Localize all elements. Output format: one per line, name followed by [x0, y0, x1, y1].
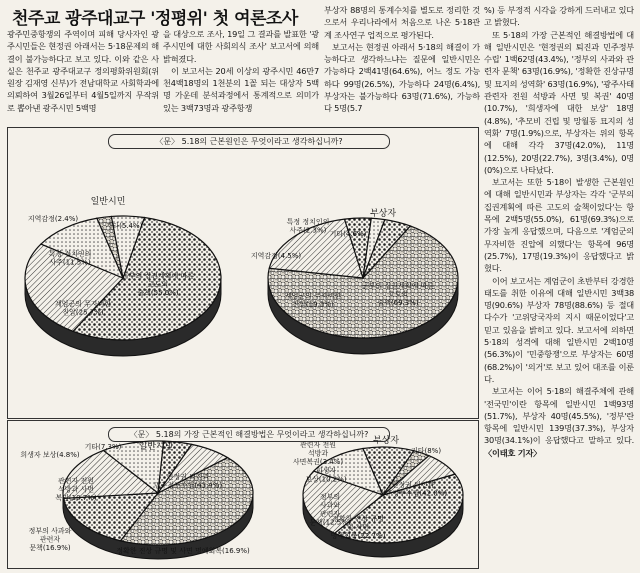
slice-label: 군부의 집권계획에 따른 고도의 술책(55.0%) [121, 272, 195, 297]
paragraph: 을 대상으로 조사, 19일 그 결과를 발표한 '광주시민에 대한 사회의식 조사' 보고서에 의해 밝혀졌다. [163, 29, 319, 64]
pie-chart [251, 207, 458, 354]
chart-title: 부상자 [369, 209, 397, 219]
headline: 천주교 광주대교구 '정평위' 첫 여론조사 [12, 9, 298, 26]
article-column-4 [484, 4, 634, 568]
pie-charts-cause [8, 128, 478, 418]
slice-label: 희생자 보상(4.8%) [20, 451, 80, 459]
paragraph: 이어 보고서는 계엄군이 초반부터 강경한 태도를 취한 이유에 대해 일반시민 3백38명(90.6%) 부상자 78명(88.6%) 등 절대다수가 '고위당국자의 지시 때문이었다'고 믿고 있음을 밝히고 있다. 보고서에 의하면 5·18의 성격에 대해 일반시민 2백10명(56.3%)이 '민중항쟁'으로 부상자는 60명(68.2%)이 '의거'로 보고 있어 대조를 이룬다. [484, 275, 634, 384]
slice-label: 희생자 보상(10.2%) [305, 467, 347, 484]
chart-title: 부상자 [372, 436, 400, 446]
paragraph: 또 5·18의 가장 근본적인 해결방법에 대해 일반시민은 '현정권의 퇴진과 민주정부 수립' 1백62명(43.4%), '정부의 사과와 관련자 문책' 63명(16.9%), '정확한 진상규명 및 묘지의 성역화' 63명(16.9%), '광주사태 관련자 전원 석방과 사면 및 복권' 40명(10.7%), '희생자에 대한 보상' 18명(4.8%), '추모비 건립 및 망월동 묘지의 성역화' 7명(1.9%)으로, 부상자는 위의 항목에 대해 각각 37명(42.0%), 11명(12.5%), 20명(22.7%), 3명(3.4%), 0명(0%)으로 나타났다. [484, 29, 634, 175]
chart-box-cause [7, 127, 479, 419]
slice-label: 계엄군의 무자비한 진압(19.3%) [284, 292, 342, 309]
paragraph: 보고서는 현정권 아래서 5·18의 해결이 가능하다고 생각하느냐는 질문에 일반시민은 가능하다 2백41명(64.6%), 어느 정도 가능하다 99명(26.5%), 가능하다 24명(6.4%), 부상자는 불가능하다 63명(71.6%), 가능하다 5명(5.7 [324, 41, 480, 114]
slice-label: 지역감정(4.5%) [250, 252, 302, 260]
paragraph-text: 보고서는 이어 5·18의 해결주체에 관해 '전국민'이란 항목에 일반시민 1백93명(51.7%), 부상자 40명(45.5%), '정부'란 항목에 일반시민 139명(37.3%), 부상자 30명(34.1%)이 응답했다고 말하고 있다. [484, 386, 634, 446]
slice-label: 정부의 사과와 관련자 문책(16.9%) [28, 527, 72, 552]
slice-label: 정확한 진상 규명 및 사면 명예회복(22.7%) [330, 515, 386, 540]
article-column-3 [324, 4, 480, 124]
slice-label: 계엄군의 무자비한 진압(25.7%) [54, 300, 112, 317]
chart-title: 일반시민 [90, 197, 126, 207]
chart-title: 일반시민 [138, 442, 174, 452]
slice-label: 관련자 전원 석방과 사면 복권(10.7%) [55, 477, 97, 502]
slice-label: 관련자 전원 석방과 사면복권(3.4%) [292, 441, 344, 466]
paragraph: 이 보고서는 20세 이상의 광주시민 46만7천4백18명의 1천분의 1꼴 되는 대상자 5백명 가운데 분석과정에서 통계적으로 의미가 있는 3백73명과 광주항쟁 [163, 65, 319, 113]
slice-label: 기타(8%) [410, 447, 442, 455]
slice-label: 현정권 퇴진과 민주정부수립(42.0%) [378, 481, 448, 498]
question-1: 〈문〉 5.18의 근본원인은 무엇이라고 생각하십니까? [108, 134, 390, 149]
slice-label: 군부의 집권계획에 따른 고도의 술책(69.3%) [361, 282, 435, 307]
slice-label: 기타(7.3%) [84, 443, 122, 451]
paragraph: %) 등 부정적 시각을 강하게 드러내고 있다고 밝혔다. [484, 5, 634, 28]
article-column-1 [7, 28, 159, 123]
paragraph: 보고서는 또한 5·18이 발생한 근본원인에 대해 일반시민과 부상자는 각각 '군부의 집권계획에 따른 고도의 술책이었다'는 항목에 2백5명(55.0%), 61명(69.3%)으로 가장 높게 응답했으며, 다음으로 '계엄군의 무자비한 진압에 의했다'는 항목에 96명(25.7%), 17명(19.3%)이 응답했다고 밝혔다. [484, 177, 634, 274]
paragraph [484, 385, 634, 459]
slice-label: 특정 정치인의 사주(2.3%) [286, 218, 330, 235]
pie-charts-solution [8, 421, 478, 568]
article-column-2 [163, 28, 319, 123]
pie-chart [293, 434, 463, 557]
pie-chart [20, 440, 253, 559]
question-2: 〈문〉 5.18의 가장 근본적인 해결방법은 무엇이라고 생각하십니까? [108, 427, 390, 442]
paragraph: 부상자 88명의 통계수치를 별도로 정리한 것으로서 우리나라에서 처음으로 나온 5·18관계 조사연구 업적으로 평가된다. [324, 5, 480, 40]
slice-label: 기타(5.4%) [105, 222, 143, 230]
byline: 〈이태호 기자〉 [484, 447, 542, 458]
slice-label: 정부의 사과와 관련자 문책(12.5%) [309, 493, 351, 527]
paragraph: 광주민중항쟁의 주역이며 피해 당사자인 광주시민들은 현정권 아래서는 5·18문제의 해결이 불가능하다고 보고 있다. 이와 같은 사실은 천주교 광주대교구 정의평화위원회(위원장 김재영 신부)가 전남대학교 사회학과에 의뢰하여 3월26일부터 4월5일까지 무작위로 뽑아낸 광주시민 5백명 [7, 29, 159, 113]
slice-label: 기타(4.6%) [329, 230, 367, 238]
chart-box-solution [7, 420, 479, 569]
slice-label: 정확한 진상 규명 및 사면 명예회복(16.9%) [116, 547, 250, 555]
pie-chart [25, 195, 221, 356]
slice-label: 지역감정(2.4%) [27, 215, 79, 223]
slice-label: 특정 정치인의 사주(11.5%) [48, 250, 92, 267]
slice-label: 현정권 퇴진과 민주정부수립(43.4%) [153, 473, 223, 490]
